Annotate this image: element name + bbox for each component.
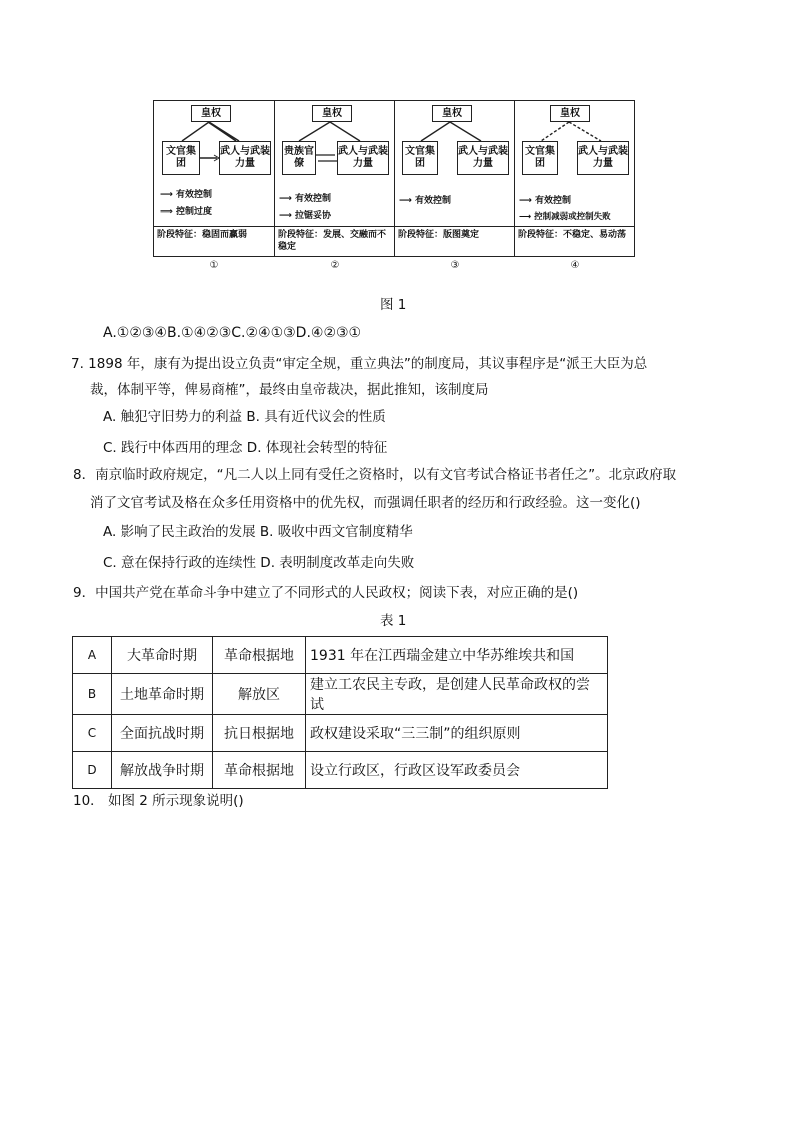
military-box: 武人与武装力量 [457, 141, 509, 175]
q10-stem: 10． 如图 2 所示现象说明() [73, 793, 244, 809]
aristocratic-officials-box: 贵族官僚 [282, 141, 316, 175]
stage-feature: 阶段特征：发展、交融而不稳定 [275, 226, 394, 255]
figure-1 [153, 100, 635, 273]
figure-1-caption: 图 1 [380, 297, 407, 313]
legend-tug-of-war: ⟶ 拉锯妥协 [279, 211, 332, 221]
regime-cell: 解放区 [213, 674, 306, 715]
q8-stem-line1: 8．南京临时政府规定，“凡二人以上同有受任之资格时，以有文官考试合格证书者任之”。北京政府取 [73, 467, 677, 483]
q7-options-ab: A. 触犯守旧势力的利益 B. 具有近代议会的性质 [103, 409, 386, 425]
legend-over-control: ⟹ 控制过度 [160, 207, 213, 217]
legend-effective-control: ⟶ 有效控制 [519, 196, 572, 206]
q8-options-cd: C. 意在保持行政的连续性 D. 表明制度改革走向失败 [103, 555, 415, 571]
period-cell: 解放战争时期 [112, 752, 213, 789]
table-row [73, 674, 608, 715]
figure-panel-4 [514, 100, 635, 257]
panel-number: ① [209, 260, 219, 271]
military-box: 武人与武装力量 [219, 141, 271, 175]
military-box: 武人与武装力量 [577, 141, 629, 175]
period-cell: 大革命时期 [112, 637, 213, 674]
table-1 [72, 636, 608, 789]
imperial-power-box: 皇权 [312, 105, 352, 122]
control-arrows [515, 101, 636, 191]
control-arrows [395, 101, 516, 191]
civil-officials-box: 文官集团 [402, 141, 438, 175]
q7-options-cd: C. 践行中体西用的理念 D. 体现社会转型的特征 [103, 440, 388, 456]
figure-panel-2 [274, 100, 395, 257]
legend-weakened-control: ⟶ 控制减弱或控制失败 [519, 212, 611, 222]
imperial-power-box: 皇权 [432, 105, 472, 122]
legend-effective-control: ⟶ 有效控制 [160, 190, 213, 200]
row-label: D [73, 752, 112, 789]
row-label: C [73, 715, 112, 752]
period-cell: 土地革命时期 [112, 674, 213, 715]
civil-officials-box: 文官集团 [522, 141, 558, 175]
regime-cell: 抗日根据地 [213, 715, 306, 752]
stage-feature: 阶段特征：不稳定、易动荡 [515, 226, 634, 243]
civil-officials-box: 文官集团 [162, 141, 200, 175]
q9-stem: 9．中国共产党在革命斗争中建立了不同形式的人民政权；阅读下表，对应正确的是() [73, 585, 579, 601]
table-row [73, 752, 608, 789]
imperial-power-box: 皇权 [191, 105, 231, 122]
row-label: B [73, 674, 112, 715]
figure-panel-3 [394, 100, 515, 257]
imperial-power-box: 皇权 [550, 105, 590, 122]
description-cell: 政权建设采取“三三制”的组织原则 [306, 715, 608, 752]
q7-stem-line2: 裁，体制平等，俾易商榷”，最终由皇帝裁决，据此推知，该制度局 [90, 382, 489, 398]
table-1-caption: 表 1 [380, 613, 407, 629]
table-row [73, 637, 608, 674]
military-box: 武人与武装力量 [337, 141, 389, 175]
panel-number: ③ [450, 260, 460, 271]
stage-feature: 阶段特征：版图奠定 [395, 226, 514, 243]
panel-number: ② [330, 260, 340, 271]
q8-stem-line2: 消了文官考试及格在众多任用资格中的优先权，而强调任职者的经历和行政经验。这一变化() [90, 495, 641, 511]
legend-effective-control: ⟶ 有效控制 [279, 194, 332, 204]
description-cell: 1931 年在江西瑞金建立中华苏维埃共和国 [306, 637, 608, 674]
description-cell: 建立工农民主专政，是创建人民革命政权的尝试 [306, 674, 608, 715]
table-row [73, 715, 608, 752]
control-arrows [154, 101, 276, 191]
regime-cell: 革命根据地 [213, 752, 306, 789]
q8-options-ab: A. 影响了民主政治的发展 B. 吸收中西文官制度精华 [103, 524, 413, 540]
panel-number: ④ [570, 260, 580, 271]
q6-options: A.①②③④B.①④②③C.②④①③D.④②③① [103, 325, 362, 341]
legend-effective-control: ⟶ 有效控制 [399, 196, 452, 206]
control-arrows [275, 101, 396, 191]
q7-stem-line1: 7. 1898 年，康有为提出设立负责“审定全规，重立典法”的制度局，其议事程序是“派王大臣为总 [71, 356, 648, 372]
regime-cell: 革命根据地 [213, 637, 306, 674]
description-cell: 设立行政区，行政区设军政委员会 [306, 752, 608, 789]
figure-panel-1 [153, 100, 275, 257]
row-label: A [73, 637, 112, 674]
period-cell: 全面抗战时期 [112, 715, 213, 752]
stage-feature: 阶段特征：稳固而赢弱 [154, 226, 274, 243]
